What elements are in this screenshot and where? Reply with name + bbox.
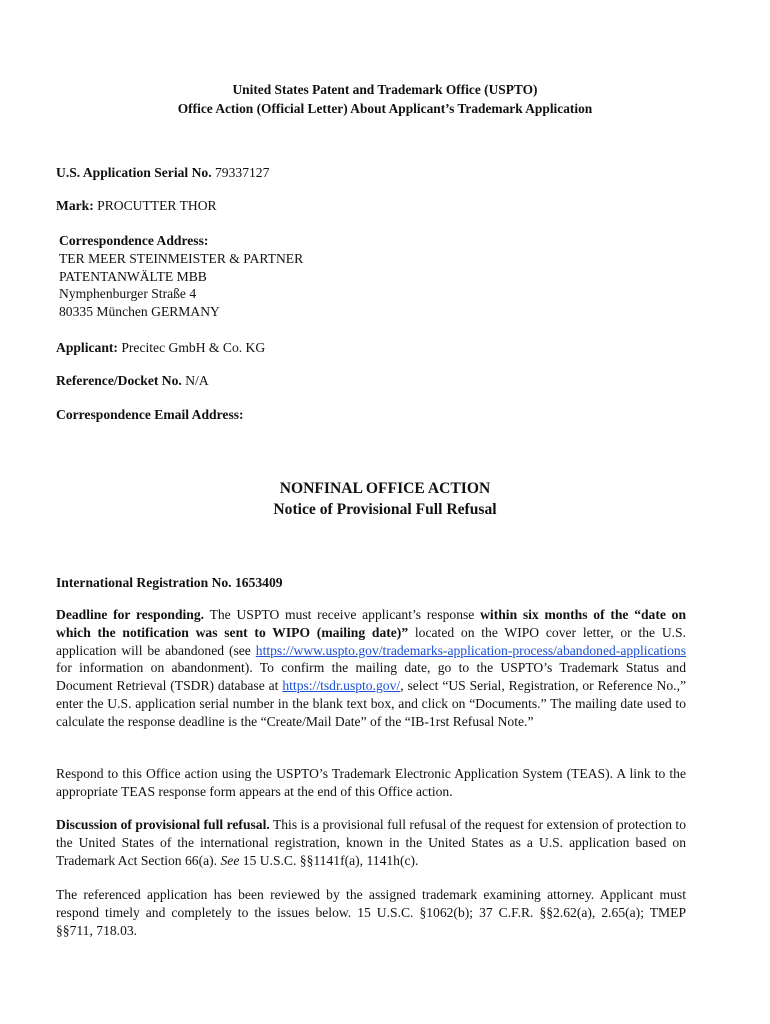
abandoned-applications-link[interactable]: https://www.uspto.gov/trademarks-application-process/abandoned-applications — [255, 642, 687, 658]
intl-reg-value: 1653409 — [234, 575, 283, 590]
reviewed-text: The referenced application has been reviewed by the assigned trademark examining attorney. Applicant must respond timely and completely to the issues below. 15 U.S.C. §1062(b); 37 C.F.R. §§2.62(a), 2.65(a); TMEP §§711, 718.03. — [56, 887, 686, 938]
respond-paragraph — [56, 765, 686, 801]
deadline-label: Deadline for responding. — [56, 607, 205, 622]
document-header — [0, 80, 770, 118]
mark-label: Mark: — [56, 198, 94, 213]
tsdr-link[interactable]: https://tsdr.uspto.gov/ — [282, 678, 401, 694]
mark-row — [56, 197, 686, 215]
action-title-line: NONFINAL OFFICE ACTION — [279, 480, 491, 497]
deadline-paragraph — [56, 606, 686, 731]
mark-value: PROCUTTER THOR — [97, 198, 217, 213]
intl-registration-row — [56, 574, 686, 592]
intl-reg-label: International Registration No. — [56, 575, 232, 590]
reviewed-paragraph — [56, 886, 686, 939]
address-line-2: PATENTANWÄLTE MBB — [59, 268, 207, 284]
correspondence-label: Correspondence Address: — [59, 233, 209, 248]
action-subtitle-line: Notice of Provisional Full Refusal — [273, 501, 497, 518]
address-line-4: 80335 München GERMANY — [59, 304, 220, 320]
discussion-see: See — [220, 852, 240, 868]
header-subject-line: Office Action (Official Letter) About Applicant’s Trademark Application — [177, 101, 593, 116]
correspondence-address — [59, 232, 689, 321]
address-line-1: TER MEER STEINMEISTER & PARTNER — [59, 250, 304, 266]
docket-row — [56, 372, 686, 390]
serial-value: 79337127 — [215, 165, 270, 180]
discussion-paragraph — [56, 816, 686, 869]
address-line-3: Nymphenburger Straße 4 — [59, 286, 197, 302]
applicant-label: Applicant: — [56, 340, 118, 355]
docket-value: N/A — [185, 373, 209, 388]
serial-label: U.S. Application Serial No. — [56, 165, 212, 180]
applicant-row — [56, 339, 686, 357]
serial-number-row — [56, 164, 686, 182]
action-title — [0, 478, 770, 520]
deadline-text-3: for information on abandonment). To confirm the mailing date, go to the USPTO’s Trademark Status and Document Retrieval (TSDR) database at — [56, 660, 686, 694]
applicant-value: Precitec GmbH & Co. KG — [121, 340, 266, 355]
deadline-emphasis: within six months of the “date on which the notification was sent to WIPO (mailing date)” — [56, 607, 686, 640]
discussion-text-1: This is a provisional full refusal of the request for extension of protection to the United States of the international registration, known in the United States as a U.S. application based on Trademark Act Section 66(a). — [56, 817, 686, 868]
email-row — [56, 406, 686, 424]
respond-text: Respond to this Office action using the USPTO’s Trademark Electronic Application System (TEAS). A link to the appropriate TEAS response form appears at the end of this Office action. — [56, 766, 686, 799]
docket-label: Reference/Docket No. — [56, 373, 182, 388]
deadline-text-1: The USPTO must receive applicant’s response — [209, 607, 475, 622]
discussion-label: Discussion of provisional full refusal. — [56, 817, 270, 832]
email-label: Correspondence Email Address: — [56, 407, 244, 422]
discussion-text-2: 15 U.S.C. §§1141f(a), 1141h(c). — [242, 852, 419, 868]
deadline-text-4: , select “US Serial, Registration, or Reference No.,” enter the U.S. application serial number in the blank text box, and click on “Documents.” The mailing date used to calculate the response deadline is the “Create/Mail Date” of the “IB-1rst Refusal Note.” — [56, 678, 687, 729]
header-agency-line: United States Patent and Trademark Office (USPTO) — [232, 82, 538, 97]
deadline-text-2: located on the WIPO cover letter, or the U.S. application will be abandoned (see — [56, 624, 686, 658]
